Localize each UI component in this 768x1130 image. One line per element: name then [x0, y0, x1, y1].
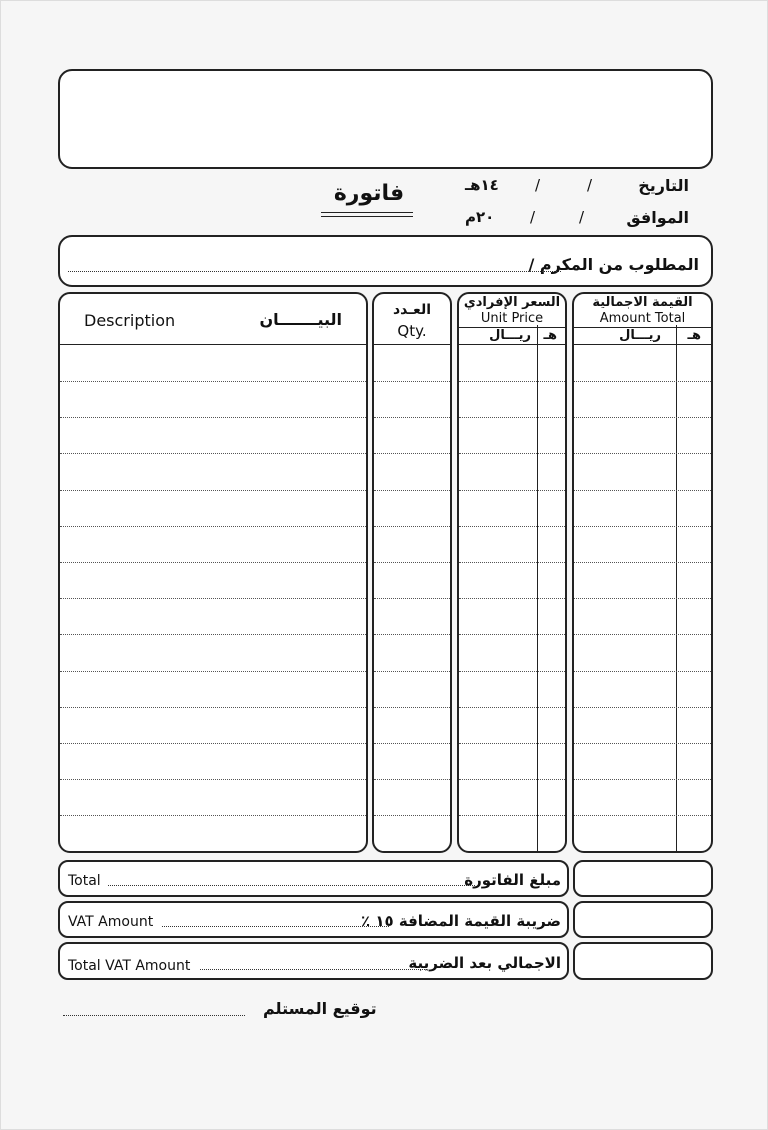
unit-price-en-header: Unit Price [480, 311, 544, 326]
table-row-line [60, 381, 366, 382]
table-row-line [60, 634, 366, 635]
table-row-line [374, 671, 450, 672]
table-row-line [374, 417, 450, 418]
muwafiq-label: الموافق [626, 208, 689, 227]
vat-value-box[interactable] [573, 901, 713, 938]
table-row-line [459, 453, 565, 454]
table-row-line [459, 490, 565, 491]
table-row-line [374, 634, 450, 635]
table-row-line [459, 707, 565, 708]
description-en-header: Description [84, 311, 176, 330]
customer-box [58, 235, 713, 287]
total-value-box[interactable] [573, 860, 713, 897]
amount-halala-divider [676, 325, 677, 852]
total-vat-value-box[interactable] [573, 942, 713, 980]
qty-en-header: Qty. [397, 322, 427, 340]
table-row-line [374, 779, 450, 780]
table-row-line [459, 598, 565, 599]
table-row-line [374, 381, 450, 382]
table-row-line [459, 671, 565, 672]
description-column [58, 292, 368, 853]
vat-dots [162, 926, 389, 927]
table-row-line [374, 707, 450, 708]
unit-price-column [457, 292, 567, 853]
table-row-line [60, 490, 366, 491]
table-row-line [459, 815, 565, 816]
table-row-line [459, 779, 565, 780]
table-row-line [60, 671, 366, 672]
table-row-line [459, 526, 565, 527]
table-row-line [574, 815, 711, 816]
qty-header-line [372, 344, 452, 345]
amount-header-line [572, 344, 713, 345]
unit-price-riyal-header: ريـــال [489, 328, 531, 343]
unit-price-halala-header: هـ [543, 328, 557, 343]
table-row-line [574, 779, 711, 780]
title-underline [321, 212, 413, 217]
date-sep-4: / [530, 208, 536, 226]
table-row-line [574, 634, 711, 635]
table-row-line [574, 453, 711, 454]
qty-ar-header: العـدد [392, 302, 431, 318]
table-row-line [459, 562, 565, 563]
signature-line[interactable] [63, 1015, 245, 1016]
table-row-line [374, 815, 450, 816]
table-row-line [574, 598, 711, 599]
table-row-line [60, 562, 366, 563]
table-row-line [374, 526, 450, 527]
total-vat-en-label: Total VAT Amount [68, 958, 191, 974]
table-row-line [574, 417, 711, 418]
total-ar-label: مبلغ الفاتورة [464, 871, 561, 889]
customer-fill-line[interactable] [68, 271, 561, 272]
amount-ar-header: القيمة الاجمالية [592, 295, 693, 310]
table-row-line [60, 707, 366, 708]
vat-en-label: VAT Amount [68, 914, 154, 930]
amount-halala-header: هـ [687, 328, 701, 343]
table-row-line [574, 490, 711, 491]
table-row-line [374, 453, 450, 454]
hijri-suffix: ١٤هـ [465, 176, 499, 194]
table-row-line [574, 743, 711, 744]
amount-total-column [572, 292, 713, 853]
table-row-line [459, 417, 565, 418]
table-row-line [574, 562, 711, 563]
table-row-line [60, 598, 366, 599]
table-row-line [574, 381, 711, 382]
vat-ar-label: ضريبة القيمة المضافة ١٥ ٪ [360, 912, 561, 930]
table-row-line [374, 743, 450, 744]
table-row-line [60, 779, 366, 780]
table-row-line [574, 671, 711, 672]
page-title: فاتورة [333, 181, 405, 206]
table-row-line [574, 526, 711, 527]
table-row-line [60, 743, 366, 744]
amount-riyal-header: ريـــال [619, 328, 661, 343]
total-vat-ar-label: الاجمالي بعد الضريبة [408, 954, 561, 972]
vat-row [58, 901, 569, 938]
table-row-line [459, 381, 565, 382]
unit-price-ar-header: السعر الإفرادي [463, 295, 561, 310]
total-vat-row [58, 942, 569, 980]
total-en-label: Total [68, 873, 101, 889]
signature-label: توقيع المستلم [263, 999, 377, 1018]
unit-halala-divider [537, 325, 538, 852]
header-box [58, 69, 713, 169]
table-row-line [60, 815, 366, 816]
table-row-line [459, 634, 565, 635]
table-row-line [374, 598, 450, 599]
table-row-line [60, 417, 366, 418]
date-sep-3: / [579, 208, 585, 226]
description-ar-header: البيـــــــان [259, 310, 342, 329]
unit-header-line [457, 344, 567, 345]
customer-label: المطلوب من المكرم / [528, 255, 699, 274]
greg-suffix: ٢٠م [465, 208, 495, 226]
total-dots [108, 885, 475, 886]
desc-header-line [58, 344, 368, 345]
table-row-line [374, 562, 450, 563]
table-row-line [60, 526, 366, 527]
total-row [58, 860, 569, 897]
date-sep-2: / [535, 176, 541, 194]
date-sep-1: / [587, 176, 593, 194]
total-vat-dots [200, 969, 427, 970]
qty-column [372, 292, 452, 853]
table-row-line [459, 743, 565, 744]
table-row-line [60, 453, 366, 454]
table-row-line [574, 707, 711, 708]
date-label: التاريخ [638, 176, 689, 195]
amount-en-header: Amount Total [599, 311, 686, 326]
table-row-line [374, 490, 450, 491]
